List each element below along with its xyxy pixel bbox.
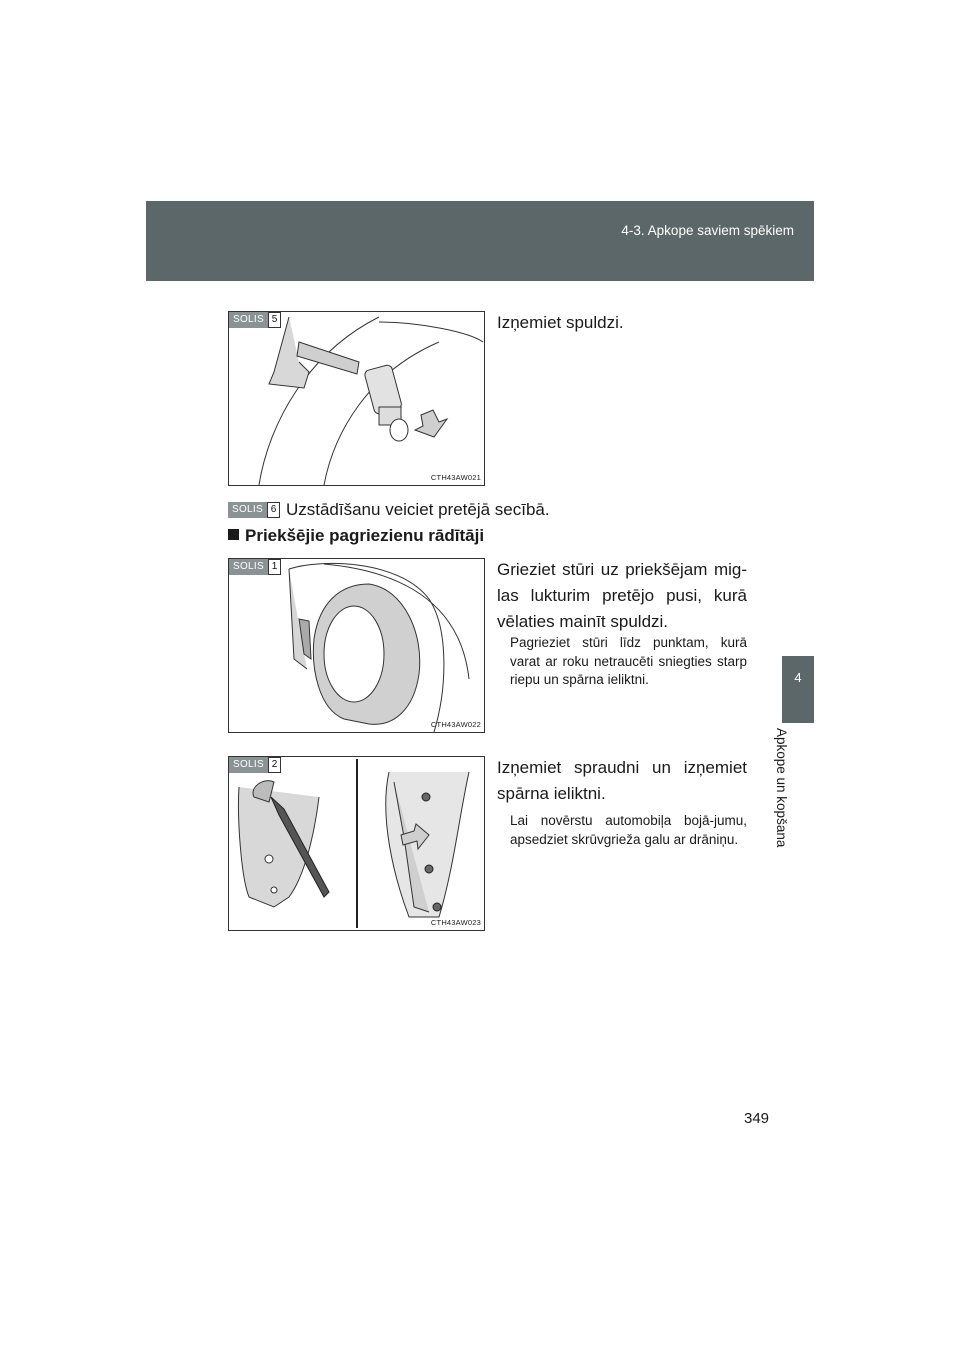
- step-1-note: Pagrieziet stūri līdz punktam, kurā varat ar roku netraucēti sniegties starp riepu un spārna ieliktni.: [510, 635, 747, 687]
- step-number: 5: [268, 312, 281, 328]
- header-band: [146, 201, 814, 281]
- step-5-text: Izņemiet spuldzi.: [497, 313, 624, 332]
- section-title: 4-3. Apkope saviem spēkiem: [621, 223, 794, 238]
- step-badge-5: [229, 312, 281, 328]
- step-badge-6: [228, 502, 280, 518]
- step-word: SOLIS: [229, 757, 268, 773]
- chapter-number: 4: [794, 670, 802, 685]
- step-word: SOLIS: [229, 559, 268, 575]
- chapter-title: Apkope un kopšana: [774, 728, 789, 848]
- bulb-removal-illustration: [229, 312, 484, 485]
- step-number: 1: [268, 559, 281, 575]
- step-number: 2: [268, 757, 281, 773]
- figure-bulb-removal: [228, 311, 485, 486]
- step-1-text: Grieziet stūri uz priekšējam mig-las lukturim pretējo pusi, kurā vēlaties mainīt spuldzi.: [497, 560, 747, 631]
- step-6-row: [228, 500, 550, 520]
- step-number: 6: [267, 502, 280, 518]
- step-word: SOLIS: [228, 502, 267, 518]
- figure-steering-wheel: [228, 558, 485, 733]
- chapter-tab: [782, 656, 814, 723]
- step-badge-1: [229, 559, 281, 575]
- step-word: SOLIS: [229, 312, 268, 328]
- figure-fender-liner: [228, 756, 485, 931]
- section-heading: [228, 526, 484, 546]
- figure-code: CTH43AW021: [430, 473, 481, 482]
- figure-code: CTH43AW022: [430, 720, 481, 729]
- figure-code: CTH43AW023: [430, 918, 481, 927]
- step-2-note: Lai novērstu automobiļa bojā-jumu, apsedziet skrūvgrieža galu ar drāniņu.: [510, 813, 747, 847]
- section-title: Priekšējie pagriezienu rādītāji: [245, 526, 485, 545]
- fender-liner-illustration: [229, 757, 484, 930]
- page-number: 349: [744, 1110, 770, 1127]
- step-badge-2: [229, 757, 281, 773]
- step-2-text: Izņemiet spraudni un izņemiet spārna ieliktni.: [497, 758, 747, 803]
- square-bullet-icon: [228, 529, 239, 540]
- step-6-text: Uzstādīšanu veiciet pretējā secībā.: [285, 500, 550, 519]
- tire-illustration: [229, 559, 484, 732]
